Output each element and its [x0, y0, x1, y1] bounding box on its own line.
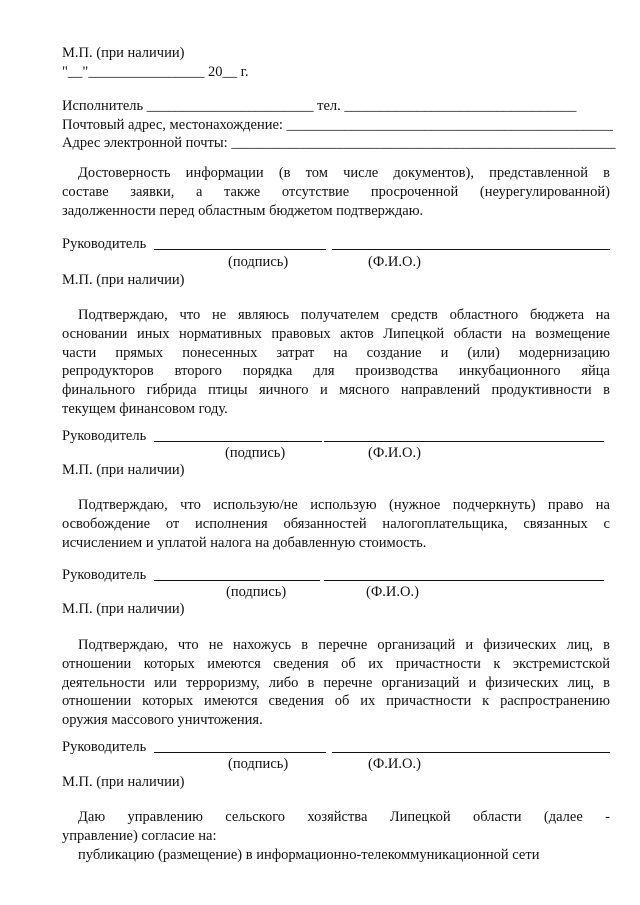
paragraph-line: Достоверность информации (в том числе документов), представленной в [78, 165, 610, 181]
paragraph-line: отношении которых имеются сведения об их причастности к распространению [62, 693, 610, 710]
paragraph-line: основании иных нормативных правовых актов Липецкой области на возмещение [62, 325, 610, 342]
paragraph-non-recipient [62, 306, 610, 419]
paragraph-line: репродукторов второго порядка для производства инкубационного яйца [62, 363, 610, 380]
signature-label: Руководитель [62, 567, 147, 583]
signature-label: Руководитель [62, 739, 147, 755]
executor-line: Исполнитель _______________________ тел. ________________________________ [62, 98, 577, 114]
paragraph-line: Даю управлению сельского хозяйства Липецкой области (далее - [78, 809, 610, 825]
consent-item: публикацию (размещение) в информационно-телекоммуникационной сети [78, 847, 540, 863]
signature-field[interactable] [154, 427, 322, 442]
paragraph-line: задолженности перед областным бюджетом подтверждаю. [62, 202, 424, 219]
mp-line-top: М.П. (при наличии) [62, 45, 185, 61]
paragraph-line: Подтверждаю, что не являюсь получателем средств областного бюджета на [78, 307, 610, 323]
signature-field[interactable] [154, 738, 326, 753]
paragraph-line: Подтверждаю, что не нахожусь в перечне организаций и физических лиц, в [78, 637, 610, 653]
full-name-field[interactable] [332, 738, 610, 753]
signature-row [62, 427, 612, 445]
signature-row [62, 738, 612, 756]
signature-field[interactable] [154, 235, 326, 250]
mp-line: М.П. (при наличии) [62, 601, 185, 617]
paragraph-line: освобождение от исполнения обязанностей налогоплательщика, связанных с [62, 515, 610, 532]
email-line: Адрес электронной почты: _____________________________________________________ [62, 135, 616, 151]
full-name-caption: (Ф.И.О.) [366, 584, 419, 600]
date-line: "__"________________ 20__ г. [62, 64, 249, 80]
paragraph-line: текущем финансовом году. [62, 400, 228, 417]
paragraph-extremism-list [62, 636, 610, 730]
paragraph-line: части прямых понесенных затрат на создание и (или) модернизацию [62, 344, 610, 361]
paragraph-line: оружия массового уничтожения. [62, 712, 263, 729]
signature-caption: (подпись) [226, 584, 287, 600]
signature-row [62, 235, 612, 253]
full-name-caption: (Ф.И.О.) [368, 445, 421, 461]
paragraph-line: отношении которых имеются сведения об их причастности к экстремистской [62, 655, 610, 672]
paragraph-line: исчислением и уплатой налога на добавленную стоимость. [62, 534, 427, 551]
paragraph-debt-confirmation [62, 164, 610, 220]
paragraph-consent [62, 808, 610, 846]
signature-caption: (подпись) [228, 756, 289, 772]
paragraph-line: финального гибрида птицы яичного и мясного направлений продуктивности в [62, 382, 610, 399]
signature-field[interactable] [154, 566, 320, 581]
paragraph-line: составе заявки, а также отсутствие просроченной (неурегулированной) [62, 183, 610, 200]
paragraph-vat-exemption [62, 496, 610, 552]
mp-line: М.П. (при наличии) [62, 272, 185, 288]
paragraph-line: управление) согласие на: [62, 827, 217, 844]
full-name-field[interactable] [324, 427, 604, 442]
mp-line: М.П. (при наличии) [62, 462, 185, 478]
signature-row [62, 566, 612, 584]
paragraph-line: деятельности или терроризму, либо в перечне организаций и физических лиц, в [62, 674, 610, 691]
postal-address-line: Почтовый адрес, местонахождение: _____________________________________________ [62, 117, 613, 133]
full-name-caption: (Ф.И.О.) [368, 254, 421, 270]
paragraph-line: Подтверждаю, что использую/не использую (нужное подчеркнуть) право на [78, 497, 610, 513]
full-name-field[interactable] [324, 566, 604, 581]
full-name-field[interactable] [332, 235, 610, 250]
signature-caption: (подпись) [228, 254, 289, 270]
signature-caption: (подпись) [225, 445, 286, 461]
signature-label: Руководитель [62, 428, 147, 444]
full-name-caption: (Ф.И.О.) [368, 756, 421, 772]
mp-line: М.П. (при наличии) [62, 774, 185, 790]
signature-label: Руководитель [62, 236, 147, 252]
